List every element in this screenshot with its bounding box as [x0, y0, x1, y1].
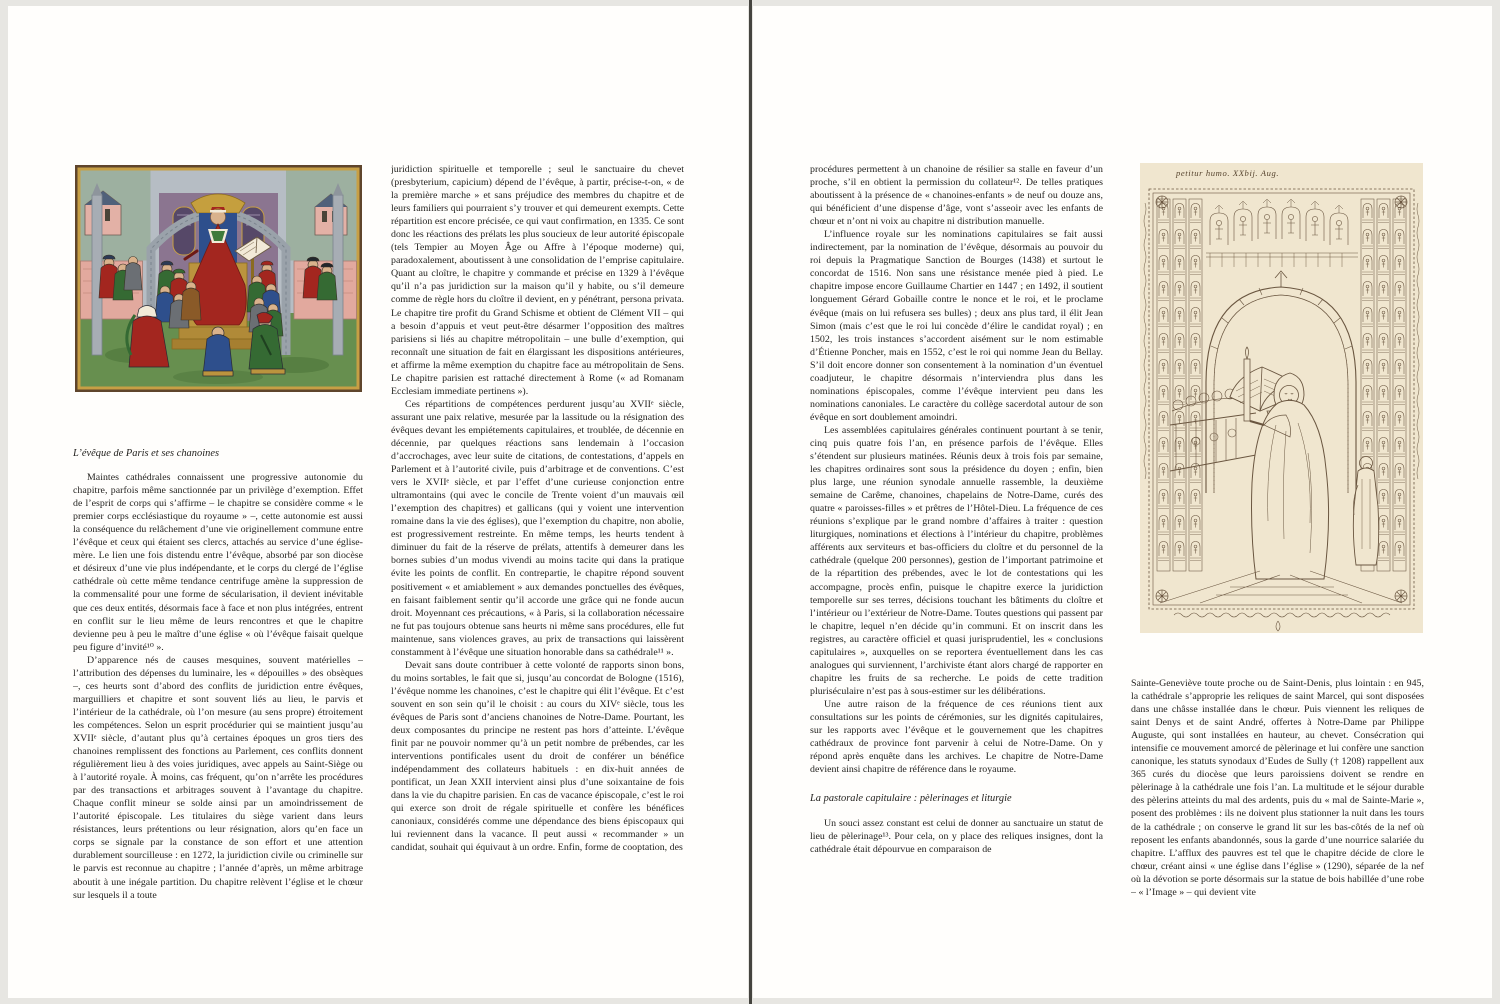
paragraph: procédures permettent à un chanoine de résilier sa stalle en faveur d’un proche, s’il en obtient la permission du collateur¹². De telles pratiques aboutissent à la présence de « chanoines-enfants » de neuf ou douze ans, qui bénéficient d’une dispense d’âge, vont s’asseoir avec les enfants de chœur et n’ont ni voix au chapitre ni distribution manuelle. — [810, 164, 1103, 228]
paragraph: juridiction spirituelle et temporelle ; seul le sanctuaire du chevet (presbyterium, capicium) dépend de l’évêque, à partir, précise-t-on, « de la première marche » et sans préjudice des membres du chapitre et de leurs familiers qui pourraient s’y trouver et qui demeurent exempts. Cette répartition est encore précisée, ce qui vaut confirmation, en 1335. Ce sont donc les réactions des prélats les plus soucieux de leur autorité épiscopale (tels Tempier au Moyen Âge ou Affre à l’époque moderne) qui, paradoxalement, aboutissent à une consolidation de l’emprise capitulaire. Quant au cloître, le chapitre y commande et précise en 1329 à l’évêque qu’il n’a pas juridiction sur la maison qu’il y habite, ou s’il demeure comme de règle hors du cloître il devient, en y pénétrant, persona privata. Le chapitre tire profit du Grand Schisme et obtient de Clément VII – qui a besoin d’appuis et veut peut-être désarmer l’opposition des maîtres parisiens si liés au chapitre métropolitain – une bulle d’exemption, qui reconnaît une situation de fait en élargissant les dispositions antérieures, et affirme la même exemption du chapitre face au métropolitain de Sens. Le chapitre parisien est rattaché directement à Rome (« ad Romanam Ecclesiam immediate pertinens »). — [391, 164, 684, 397]
paragraph: Ces répartitions de compétences perdurent jusqu’au XVIIᵉ siècle, assurant une paix relative, mesurée par la lassitude ou la résignation des évêques devant les empiétements capitulaires, et troublée, de décennie en décennie, par quelques réactions sans lendemain à l’occasion d’accrochages, avec leur suite de citations, de contestations, d’appels en Parlement et à l’autorité civile, puis d’arbitrage et de conventions. C’est vers le XVIIᵉ siècle, et par l’effet d’une curieuse conjonction entre ultramontains (qui avec le concile de Trente voient d’un mauvais œil l’exemption des chapitres) et gallicans (qui y voient une intervention romaine dans la vie des églises), que l’exemption du chapitre, non abolie, est progressivement restreinte. En même temps, les heurts tendent à diminuer du fait de la réserve de prélats, attentifs à demeurer dans les bornes subies d’un modus vivendi au moins tacite qui dans la pratique évite les points de conflit. En contrepartie, le chapitre répond souvent positivement « et amiablement » aux demandes ponctuelles des évêques, en faisant faiblement sentir qu’il accorde une grâce qui ne fonde aucun droit. Moyennant ces précautions, « à Paris, si la collaboration nécessaire ne fut pas toujours obtenue sans heurts ni même sans procédures, elle fut maintenue, sans violences graves, au prix de transactions qui laissèrent constamment à l’évêque une situation honorable dans sa cathédrale¹¹ ». — [391, 398, 684, 658]
engraving-caption: petitur humo. XXbij. Aug. — [1176, 168, 1280, 178]
section-heading: L’évêque de Paris et ses chanoines — [73, 448, 220, 459]
paragraph: Maintes cathédrales connaissent une progressive autonomie du chapitre, parfois même sanctionnée par un privilège d’exemption. Effet de l’esprit de corps qui s’affirme – le chapitre se considère comme « le premier corps ecclésiastique du royaume » –, cette autonomie est aussi la conséquence du relâchement d’une vie originellement commune entre l’évêque et ceux qui étaient ses clercs, attachés au service d’une église-mère. Le lien une fois distendu entre l’évêque, absorbé par son diocèse et désireux d’une vie plus indépendante, et le corps du clergé de l’église cathédrale où cette même tendance centrifuge amène la suppression de la commensalité pour une forme de sécularisation, il devient inévitable que ces deux entités, désormais face à face et non plus intégrées, entrent en conflit sur le lieu même de leurs rencontres et que le chapitre devienne peu à peu le maître d’une église « où l’évêque faisait quelque peu figure d’invité¹⁰ ». — [73, 472, 363, 653]
engraving-icon — [1140, 163, 1423, 633]
paragraph: L’influence royale sur les nominations capitulaires se fait aussi indirectement, par la nomination de l’évêque, désormais au pouvoir du roi depuis la Pragmatique Sanction de Bourges (1438) et surtout le concordat de 1516. Non sans une résistance menée pied à pied. Le chapitre impose encore Guillaume Chartier en 1447 ; en 1492, il soutient longuement Gérard Gobaille contre le nonce et le roi, et le proclame évêque (mais on lui refusera ses bulles) ; deux ans plus tard, il élit Jean Simon (mais c’est que le roi lui concède d’élire le candidat royal) ; en 1502, les trois instances s’accordent aisément sur le nom estimable d’Étienne Poncher, mais en 1552, c’est le roi qui nomme Jean du Bellay. S’il doit encore donner son consentement à la nomination d’un éventuel coadjuteur, le chapitre désormais n’interviendra plus dans les nominations épiscopales, comme l’évêque intervient peu dans les nominations canoniales. Le caractère du collège sacerdotal autour de son évêque en sort doublement amoindri. — [810, 229, 1103, 423]
right-column-3 — [810, 163, 1103, 973]
miniature-figure — [75, 165, 362, 392]
paragraph: Devait sans doute contribuer à cette volonté de rapports sinon bons, du moins sortables, le fait que si, jusqu’au concordat de Bologne (1516), l’évêque nomme les chanoines, c’est le chapitre qui élit l’évêque. Et c’est souvent en son sein qu’il le choisit : au cours du XIVᵉ siècle, tous les évêques de Paris sont d’anciens chanoines de Notre-Dame. Pourtant, les deux composantes du principe ne restent pas hors d’atteinte. L’évêque finit par ne pouvoir nommer qu’à un petit nombre de prébendes, car les interventions pontificales usent du droit de conférer un bénéfice indépendamment des collateurs habituels : en dix-huit années de pontificat, un Jean XXII intervient ainsi plus d’une soixantaine de fois dans la vie du chapitre parisien. En cas de vacance épiscopale, c’est le roi qui exerce son droit de régale spirituelle et confère les bénéfices canoniaux, considérés comme une dépendance des biens épiscopaux qui lui reviennent dans la vacance. Il peut aussi « recommander » un candidat, souhait qui équivaut à un ordre. Enfin, forme de cooptation, des — [391, 659, 684, 854]
right-column-4 — [1131, 677, 1424, 967]
subsection-heading: La pastorale capitulaire : pèlerinages et liturgie — [810, 793, 1012, 805]
gutter-line — [749, 0, 752, 1004]
paragraph: Un souci assez constant est celui de donner au sanctuaire un statut de lieu de pèlerinage¹³. Pour cela, on y place des reliques insignes, dont la cathédrale était dépourvue en comparaison de — [810, 818, 1103, 856]
illuminated-miniature-icon — [75, 165, 362, 392]
paragraph: Sainte-Geneviève toute proche ou de Saint-Denis, plus lointain : en 945, la cathédrale s’approprie les reliques de saint Marcel, qui sont disposées dans une châsse installée dans le chœur. Puis viennent les reliques de saint Denys et de saint André, offertes à Notre-Dame par Philippe Auguste, qui sont installées en hauteur, au chevet. Consécration qui intensifie ce mouvement amorcé de pèlerinage et lui confère une sanction canonique, les statuts synodaux d’Eudes de Sully († 1208) rappellent aux 365 curés du diocèse que leurs paroissiens doivent se rendre en pèlerinage à la cathédrale une fois l’an. La multitude et le séjour durable des pèlerins atteints du mal des ardents, puis du « mal de Sainte-Marie », posent des problèmes : ils ne doivent plus stationner la nuit dans les tours de la cathédrale ; on conserve le grand lit sur les bas-côtés de la nef où reposent les enfants abandonnés, sous la garde d’une nourrice salariée du chapitre. L’afflux des pauvres est tel que le chapitre décide de clore le chœur, créant ainsi « une église dans l’église » (1290), séparée de la nef où la dévotion se porte désormais sur la statue de bois habillée d’une robe – « l’Image » – qui devient vite — [1131, 678, 1424, 898]
left-column-2 — [391, 163, 684, 963]
paragraph: Une autre raison de la fréquence de ces réunions tient aux consultations sur les points de cérémonies, sur les dignités capitulaires, sur les rapports avec l’évêque et le gouvernement que les chapitres cathédraux de province font parvenir à celui de Notre-Dame. On y répond après enquête dans les archives. Le chapitre de Notre-Dame devient ainsi chapitre de référence dans le royaume. — [810, 698, 1103, 776]
left-column-1 — [73, 447, 363, 992]
paragraph: Les assemblées capitulaires générales continuent pourtant à se tenir, cinq puis quatre fois l’an, en présence parfois de l’évêque. Elles s’étendent sur plusieurs matinées. Réunis deux à trois fois par semaine, les chapitres ordinaires sont sous la présidence du doyen ; enfin, bien plus large, une réunion synodale annuelle rassemble, la deuxième semaine de Carême, chanoines, chapelains de Notre-Dame, curés des quatre « paroisses-filles » et prêtres de l’Hôtel-Dieu. La fréquence de ces réunions s’explique par le grand nombre d’affaires à traiter : question liturgiques, nominations et élections à l’intérieur du chapitre, problèmes afférents aux serviteurs et bas-officiers du cloître et du personnel de la cathédrale (quelque 200 personnes), gestion de l’important patrimoine et de la répartition des prébendes, avec le lot de contestations qui les accompagne, procès enfin, puisque le chapitre exerce la juridiction temporelle sur ses terres, décisions touchant les bâtiments du cloître et l’intérieur ou l’extérieur de Notre-Dame. Toutes questions qui passent par le chapitre, lequel n’en décide qu’in communi. Et on inscrit dans les registres, au caractère officiel et quasi jurisprudentiel, les « conclusions capitulaires », auxquelles on se reportera éventuellement dans les cas analogues qui surviennent, l’archiviste étant alors chargé de rapporter en chapitre les fruits de sa recherche. Le poids de cette tradition pluriséculaire n’est pas à sous-estimer sur les délibérations. — [810, 424, 1103, 697]
engraving-figure — [1140, 163, 1423, 633]
paragraph: D’apparence nés de causes mesquines, souvent matérielles – l’attribution des dépenses du luminaire, les « dépouilles » des obsèques –, ces heurts sont d’abord des conflits de juridiction entre évêques, marguilliers et chapitre et sont souvent liés au lieu, le parvis et l’intérieur de la cathédrale, où l’on mesure (au sens propre) étroitement les compétences. Selon un esprit procédurier qui se maintient jusqu’au XVIIᵉ siècle, d’autant plus qu’à certaines époques un gros tiers des chanoines remplissent des fonctions au Parlement, ces conflits donnent régulièrement lieu à des voies juridiques, avec appels au Saint-Siège ou à l’autorité royale. À moins, cas fréquent, qu’on n’arrête les procédures par des transactions et arbitrages souvent à l’avantage du chapitre. Chaque conflit mineur se solde ainsi par un amoindrissement de l’autorité épiscopale. Les titulaires du siège varient dans leurs résistances, leurs prétentions ou leur résignation, alors qu’en face un corps se signale par la constance de son effort et une attention durablement sourcilleuse : en 1272, la juridiction civile ou criminelle sur le parvis est reconnue au chapitre ; l’année d’après, un même arbitrage aboutit à une inégale partition. Du chapitre relèvent l’église et le chœur sur lesquels il a toute — [73, 654, 363, 901]
